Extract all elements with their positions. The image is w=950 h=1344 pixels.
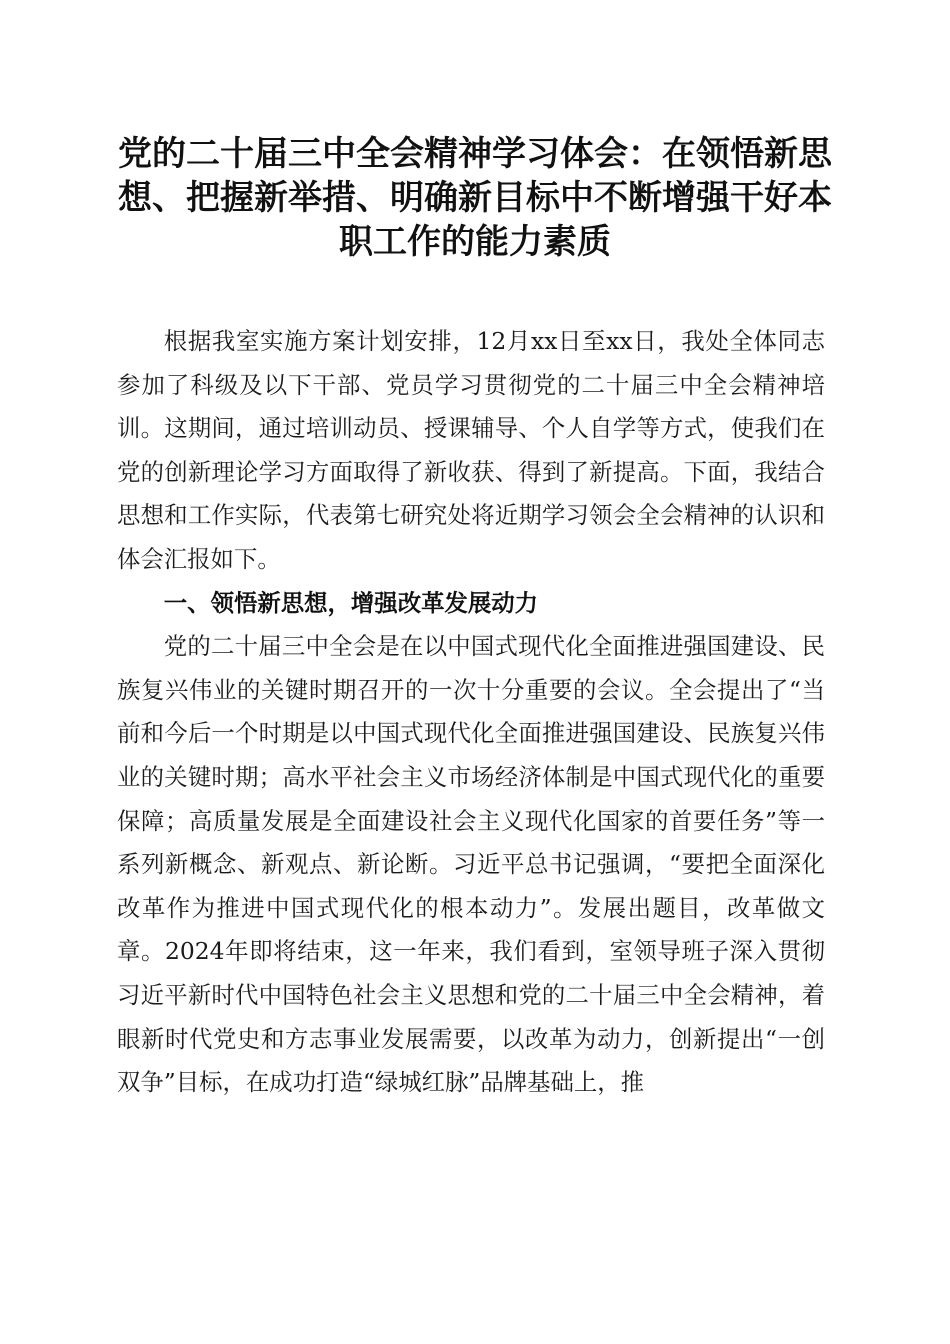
intro-paragraph: 根据我室实施方案计划安排，12月xx日至xx日，我处全体同志参加了科级及以下干部、党员学习贯彻党的二十届三中全会精神培训。这期间，通过培训动员、授课辅导、个人自学等方式，使我们在党的创新理论学习方面取得了新收获、得到了新提高。下面，我结合思想和工作实际，代表第七研究处将近期学习领会全会精神的认识和体会汇报如下。 <box>117 327 825 573</box>
section-heading: 一、领悟新思想，增强改革发展动力 <box>163 588 539 617</box>
section-paragraph: 党的二十届三中全会是在以中国式现代化全面推进强国建设、民族复兴伟业的关键时期召开的一次十分重要的会议。全会提出了“当前和今后一个时期是以中国式现代化全面推进强国建设、民族复兴伟业的关键时期；高水平社会主义市场经济体制是中国式现代化的重要保障；高质量发展是全面建设社会主义现代化国家的首要任务”等一系列新概念、新观点、新论断。习近平总书记强调，“要把全面深化改革作为推进中国式现代化的根本动力”。发展出题目，改革做文章。2024年即将结束，这一年来，我们看到，室领导班子深入贯彻习近平新时代中国特色社会主义思想和党的二十届三中全会精神，着眼新时代党史和方志事业发展需要，以改革为动力，创新提出“一创双争”目标，在成功打造“绿城红脉”品牌基础上，推 <box>117 632 825 1097</box>
document-body <box>117 320 825 1105</box>
document-title: 党的二十届三中全会精神学习体会：在领悟新思想、把握新举措、明确新目标中不断增强干好本职工作的能力素质 <box>118 134 832 262</box>
